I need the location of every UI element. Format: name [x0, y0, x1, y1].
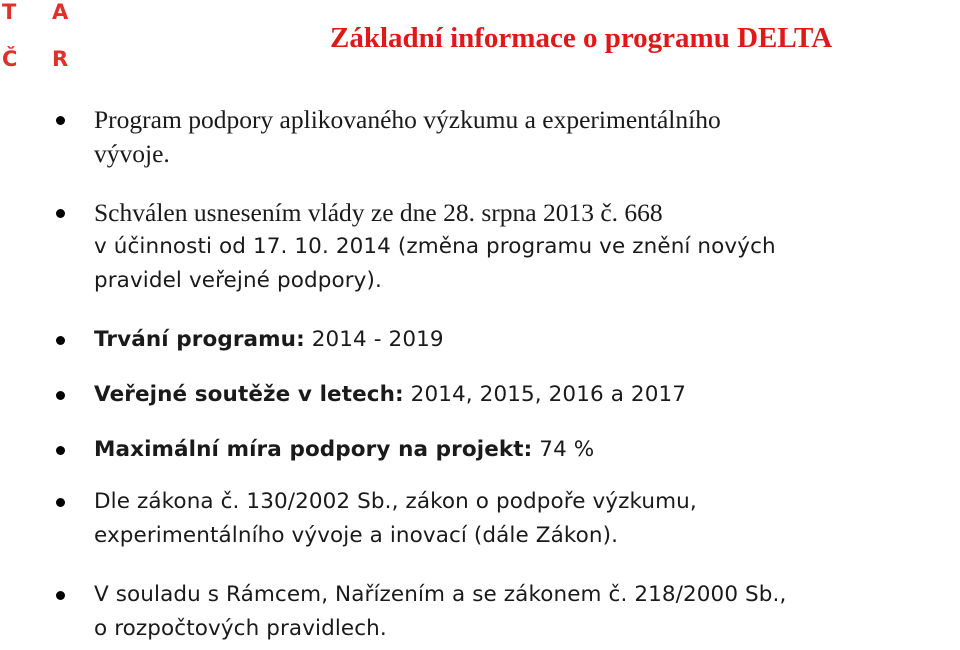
bullet-text-line: vývoje.	[94, 139, 170, 168]
tacr-logo	[0, 0, 80, 76]
bullet-competitions	[94, 378, 954, 412]
bullet-dot	[56, 498, 65, 507]
bullet-value: 74 %	[532, 437, 595, 462]
logo-letter-t: T	[2, 0, 17, 24]
bullet-label: Trvání programu:	[94, 327, 305, 352]
bullet-law	[94, 485, 954, 553]
bullet-dot	[56, 446, 65, 455]
logo-letter-c: Č	[2, 47, 18, 71]
bullet-text-line: v účinnosti od 17. 10. 2014 (změna programu ve znění nových	[94, 234, 776, 259]
logo-letter-r: R	[52, 47, 69, 71]
bullet-text-line: Schválen usnesením vlády ze dne 28. srpna 2013 č. 668	[94, 198, 663, 227]
bullet-dot	[56, 209, 65, 218]
bullet-duration	[94, 323, 954, 357]
bullet-value: 2014 - 2019	[304, 327, 444, 352]
bullet-approval	[94, 196, 954, 298]
bullet-text-line: experimentálního vývoje a inovací (dále Zákon).	[94, 523, 619, 548]
bullet-dot	[56, 336, 65, 345]
bullet-label: Maximální míra podpory na projekt:	[94, 437, 533, 462]
bullet-framework	[94, 578, 954, 646]
bullet-program-description	[94, 103, 954, 171]
bullet-text-line: Dle zákona č. 130/2002 Sb., zákon o podpoře výzkumu,	[94, 489, 697, 514]
bullet-text-line: pravidel veřejné podpory).	[94, 268, 382, 293]
bullet-max-support	[94, 433, 954, 467]
logo-letter-a: A	[52, 0, 69, 24]
bullet-dot	[56, 116, 65, 125]
bullet-dot	[56, 391, 65, 400]
bullet-text-line: Program podpory aplikovaného výzkumu a experimentálního	[94, 105, 721, 134]
bullet-value: 2014, 2015, 2016 a 2017	[403, 382, 687, 407]
bullet-text-line: V souladu s Rámcem, Nařízením a se zákonem č. 218/2000 Sb.,	[94, 582, 787, 607]
slide-title: Základní informace o programu DELTA	[330, 22, 833, 54]
bullet-label: Veřejné soutěže v letech:	[94, 382, 404, 407]
bullet-text-line: o rozpočtových pravidlech.	[94, 616, 387, 641]
bullet-dot	[56, 591, 65, 600]
